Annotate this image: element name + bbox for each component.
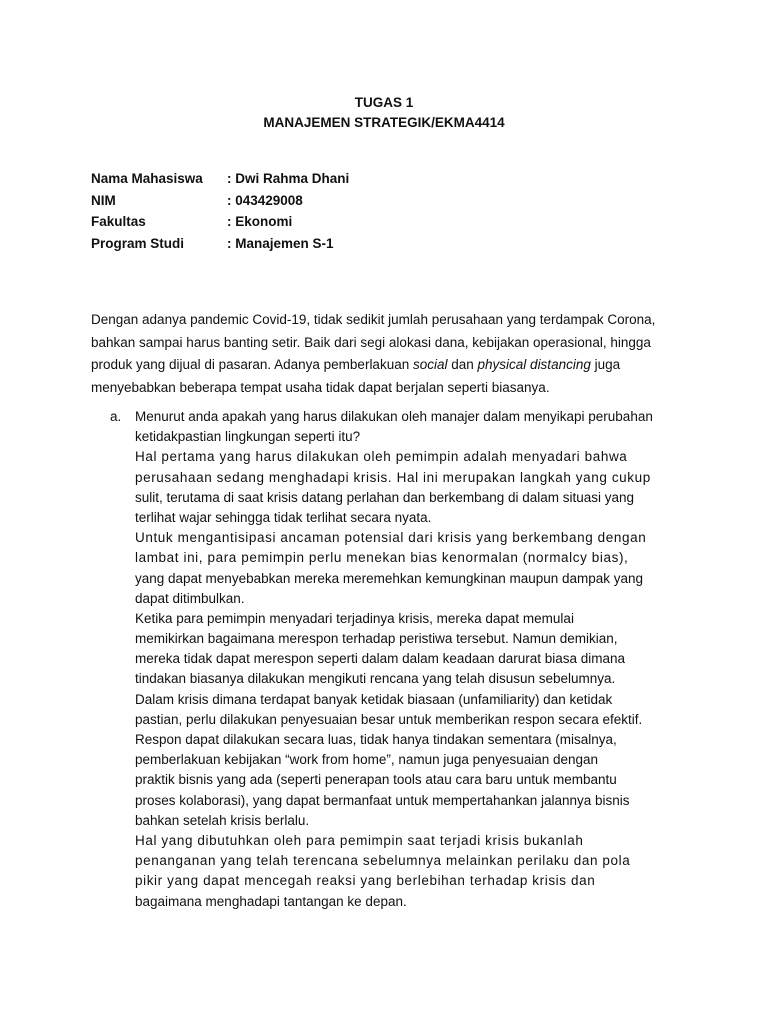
answer-line: Hal pertama yang harus dilakukan oleh pemimpin adalah menyadari bahwa [135, 449, 628, 465]
list-marker: a. [110, 409, 122, 424]
intro-line [91, 354, 691, 377]
document-subtitle: MANAJEMEN STRATEGIK/EKMA4414 [263, 115, 505, 130]
answer-line: lambat ini, para pemimpin perlu menekan bias kenormalan (normalcy bias), [135, 550, 629, 566]
info-row-program [91, 233, 349, 255]
info-value: : Ekonomi [227, 214, 293, 229]
question-answer-body [135, 407, 695, 912]
info-row-nim [91, 190, 349, 212]
info-label: Fakultas [91, 214, 146, 229]
answer-line: dapat ditimbulkan. [135, 590, 245, 606]
info-row-name [91, 168, 349, 190]
document-title: TUGAS 1 [354, 95, 414, 110]
answer-line: pemberlakuan kebijakan “work from home”, namun juga penyesuaian dengan [135, 752, 599, 768]
answer-line: pikir yang dapat mencegah reaksi yang berlebihan terhadap krisis dan [135, 873, 596, 889]
info-label: Program Studi [91, 235, 185, 251]
answer-line: Hal yang dibutuhkan oleh para pemimpin saat terjadi krisis bukanlah [135, 832, 584, 848]
answer-line: Dalam krisis dimana terdapat banyak ketidak biasaan (unfamiliarity) dan ketidak [135, 691, 613, 707]
intro-text: dan [447, 357, 478, 372]
info-value: : Dwi Rahma Dhani [227, 171, 350, 186]
info-label: Nama Mahasiswa [91, 171, 203, 186]
answer-line: bahkan setelah krisis berlalu. [135, 812, 310, 828]
answer-line: mereka tidak dapat merespon seperti dalam dalam keadaan darurat biasa dimana [135, 651, 626, 667]
intro-italic-text: social [412, 357, 448, 372]
answer-line: Untuk mengantisipasi ancaman potensial dari krisis yang berkembang dengan [135, 530, 647, 546]
question-line: Menurut anda apakah yang harus dilakukan oleh manajer dalam menyikapi perubahan [135, 409, 653, 424]
answer-line: penanganan yang telah terencana sebelumnya melainkan perilaku dan pola [135, 853, 631, 869]
answer-line: yang dapat menyebabkan mereka meremehkan kemungkinan maupun dampak yang [135, 570, 644, 586]
answer-line: bagaimana menghadapi tantangan ke depan. [135, 893, 407, 909]
intro-text: produk yang dijual di pasaran. Adanya pemberlakuan [91, 357, 413, 372]
answer-line: proses kolaborasi), yang dapat bermanfaat untuk mempertahankan jalannya bisnis [135, 792, 630, 808]
answer-line: praktik bisnis yang ada (seperti penerapan tools atau cara baru untuk membantu [135, 772, 617, 788]
answer-line: memikirkan bagaimana merespon terhadap peristiwa tersebut. Namun demikian, [135, 631, 618, 647]
info-label: NIM [91, 192, 116, 208]
answer-line: pastian, perlu dilakukan penyesuaian besar untuk memberikan respon secara efektif. [135, 711, 643, 727]
intro-italic-text: physical distancing [477, 357, 591, 372]
info-row-faculty [91, 211, 349, 233]
student-info [91, 168, 349, 254]
answer-line: perusahaan sedang menghadapi krisis. Hal ini merupakan langkah yang cukup [135, 469, 651, 485]
info-value: : Manajemen S-1 [227, 235, 334, 251]
intro-line: Dengan adanya pandemic Covid-19, tidak sedikit jumlah perusahaan yang terdampak Corona, [91, 312, 656, 327]
answer-line: terlihat wajar sehingga tidak terlihat secara nyata. [135, 509, 432, 525]
intro-line: bahkan sampai harus banting setir. Baik dari segi alokasi dana, kebijakan operasional, hingga [91, 334, 651, 350]
answer-line: Ketika para pemimpin menyadari terjadinya krisis, mereka dapat memulai [135, 610, 574, 626]
answer-line: Respon dapat dilakukan secara luas, tidak hanya tindakan sementara (misalnya, [135, 732, 617, 747]
answer-line: tindakan biasanya dilakukan mengikuti rencana yang telah disusun sebelumnya. [135, 671, 616, 687]
answer-line: sulit, terutama di saat krisis datang perlahan dan berkembang di dalam situasi yang [135, 489, 635, 505]
intro-text: juga [590, 357, 621, 372]
info-value: : 043429008 [227, 192, 303, 208]
intro-paragraph [91, 309, 691, 399]
question-line: ketidakpastian lingkungan seperti itu? [135, 429, 361, 445]
intro-line: menyebabkan beberapa tempat usaha tidak dapat berjalan seperti biasanya. [91, 379, 550, 395]
